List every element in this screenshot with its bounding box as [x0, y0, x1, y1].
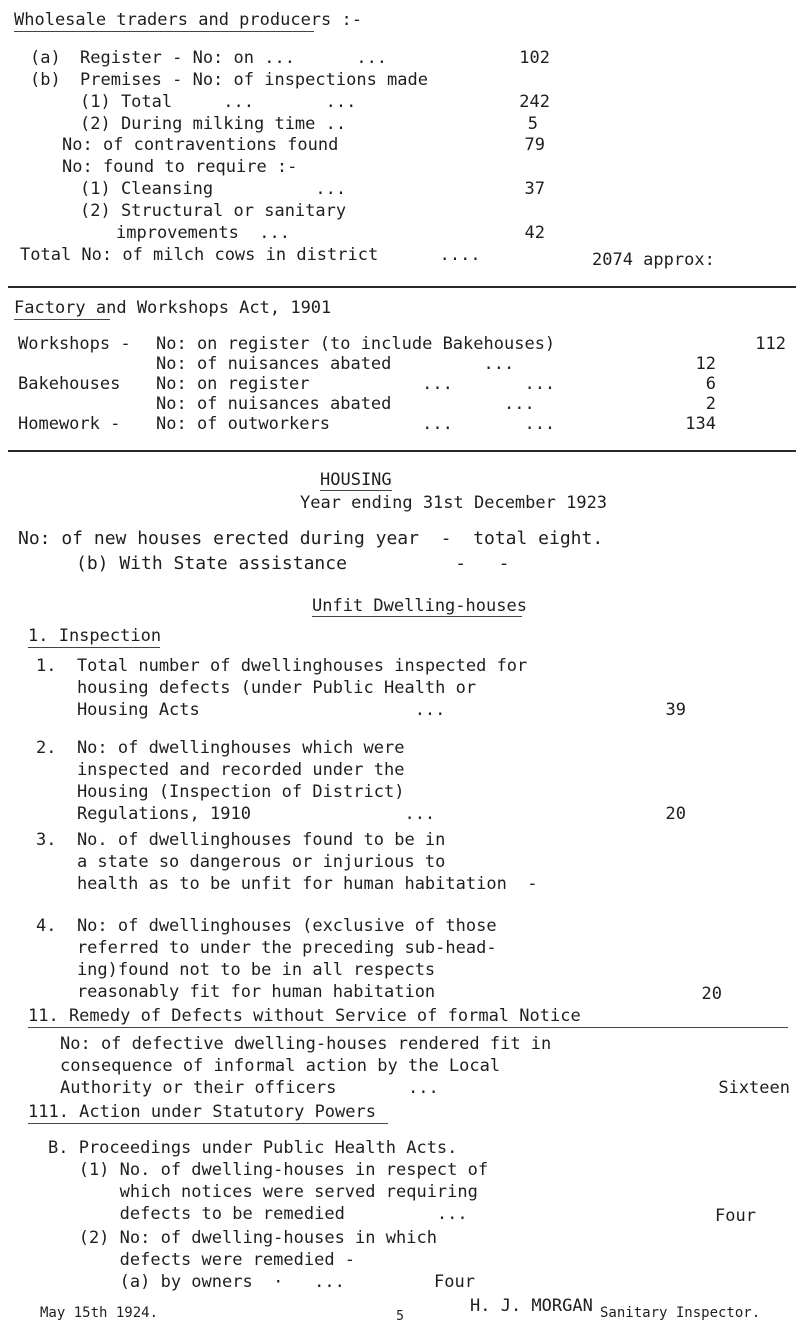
- remedied-value: Four: [434, 1272, 475, 1292]
- cleansing-value: 37: [524, 179, 545, 199]
- factory-cat: Workshops -: [18, 334, 131, 354]
- factory-text: No: on register ... ...: [156, 374, 556, 394]
- report-date: May 15th 1924.: [40, 1305, 159, 1321]
- factory-value: 6: [705, 374, 716, 394]
- heading-underline: [28, 1123, 388, 1124]
- proceedings-value: Four: [715, 1206, 756, 1226]
- housing-subheading: Year ending 31st December 1923: [300, 493, 608, 513]
- remedy-line: No: of defective dwelling-houses rendered fit in: [60, 1034, 552, 1054]
- structural-text-1: (2) Structural or sanitary: [80, 201, 347, 221]
- section-divider: [8, 286, 796, 288]
- page-number: 5: [396, 1309, 404, 1324]
- remedy-value: Sixteen: [718, 1078, 790, 1098]
- factory-cat: Bakehouses: [18, 374, 121, 394]
- proceedings-line: B. Proceedings under Public Health Acts.: [48, 1138, 458, 1158]
- milch-cows-value: 2074 approx:: [592, 250, 715, 270]
- heading-underline: [14, 319, 110, 320]
- factory-text: No: on register (to include Bakehouses): [156, 334, 556, 354]
- item-4-line: ing)found not to be in all respects: [36, 960, 436, 980]
- item-3-line: 3. No. of dwellinghouses found to be in: [36, 830, 446, 850]
- housing-heading: HOUSING: [320, 470, 392, 490]
- dairies-b-text: Premises - No: of inspections made: [80, 70, 428, 90]
- section-divider: [8, 450, 796, 452]
- heading-underline: [28, 1027, 788, 1028]
- item-2-line: 2. No: of dwellinghouses which were: [36, 738, 405, 758]
- remedy-line: Authority or their officers ...: [60, 1078, 439, 1098]
- unfit-heading: Unfit Dwelling-houses: [312, 596, 527, 616]
- dairies-b-label: (b): [30, 70, 61, 90]
- section-2-heading: 11. Remedy of Defects without Service of formal Notice: [28, 1006, 581, 1026]
- heading-underline: [320, 490, 392, 491]
- cleansing-text: (1) Cleansing ...: [80, 179, 347, 199]
- factory-value: 112: [755, 334, 786, 354]
- remedied-line: defects were remedied -: [48, 1250, 356, 1270]
- structural-value: 42: [524, 223, 545, 243]
- new-houses-text: No: of new houses erected during year - total eight.: [18, 528, 604, 549]
- dairies-b2-text: (2) During milking time ..: [80, 114, 347, 134]
- factory-text: No: of outworkers ... ...: [156, 414, 556, 434]
- remedy-line: consequence of informal action by the Local: [60, 1056, 501, 1076]
- item-2-line: Regulations, 1910 ...: [36, 804, 436, 824]
- contraventions-value: 79: [524, 135, 545, 155]
- item-4-value: 20: [701, 984, 722, 1004]
- item-3-line: a state so dangerous or injurious to: [36, 852, 446, 872]
- factory-heading: Factory and Workshops Act, 1901: [14, 298, 332, 318]
- proceedings-line: which notices were served requiring: [48, 1182, 478, 1202]
- dairies-b2-value: 5: [527, 114, 538, 134]
- dairies-a-label: (a): [30, 48, 61, 68]
- item-2-line: Housing (Inspection of District): [36, 782, 405, 802]
- section-1-heading: 1. Inspection: [28, 626, 162, 646]
- item-1-line: Housing Acts ...: [36, 700, 446, 720]
- item-3-line: health as to be unfit for human habitation -: [36, 874, 538, 894]
- heading-underline: [14, 31, 314, 32]
- require-text: No: found to require :-: [62, 157, 298, 177]
- item-4-line: 4. No: of dwellinghouses (exclusive of those: [36, 916, 497, 936]
- factory-value: 12: [695, 354, 716, 374]
- item-4-line: reasonably fit for human habitation: [36, 982, 436, 1002]
- heading-underline: [312, 616, 522, 617]
- signature-title: Sanitary Inspector.: [600, 1305, 761, 1321]
- contraventions-text: No: of contraventions found: [62, 135, 339, 155]
- factory-text: No: of nuisances abated ...: [156, 354, 515, 374]
- remedied-line: (a) by owners · ...: [48, 1272, 345, 1292]
- dairies-heading: Wholesale traders and producers :-: [14, 10, 362, 30]
- milch-cows-text: Total No: of milch cows in district ....: [20, 245, 481, 265]
- factory-value: 2: [705, 394, 716, 414]
- section-3-heading: 111. Action under Statutory Powers: [28, 1102, 376, 1122]
- proceedings-line: (1) No. of dwelling-houses in respect of: [48, 1160, 489, 1180]
- factory-cat: Homework -: [18, 414, 121, 434]
- factory-value: 134: [685, 414, 716, 434]
- state-assistance-text: (b) With State assistance - -: [76, 553, 510, 574]
- remedied-line: (2) No: of dwelling-houses in which: [48, 1228, 437, 1248]
- proceedings-line: defects to be remedied ...: [48, 1204, 468, 1224]
- item-4-line: referred to under the preceding sub-head-: [36, 938, 497, 958]
- item-2-line: inspected and recorded under the: [36, 760, 405, 780]
- factory-text: No: of nuisances abated ...: [156, 394, 535, 414]
- structural-text-2: improvements ...: [116, 223, 290, 243]
- item-1-line: 1. Total number of dwellinghouses inspected for: [36, 656, 528, 676]
- item-2-value: 20: [665, 804, 686, 824]
- dairies-b1-value: 242: [519, 92, 550, 112]
- item-1-line: housing defects (under Public Health or: [36, 678, 477, 698]
- dairies-b1-text: (1) Total ... ...: [80, 92, 357, 112]
- item-1-value: 39: [665, 700, 686, 720]
- dairies-a-text: Register - No: on ... ...: [80, 48, 388, 68]
- signature-name: H. J. MORGAN: [470, 1296, 593, 1316]
- dairies-a-value: 102: [519, 48, 550, 68]
- heading-underline: [28, 647, 160, 648]
